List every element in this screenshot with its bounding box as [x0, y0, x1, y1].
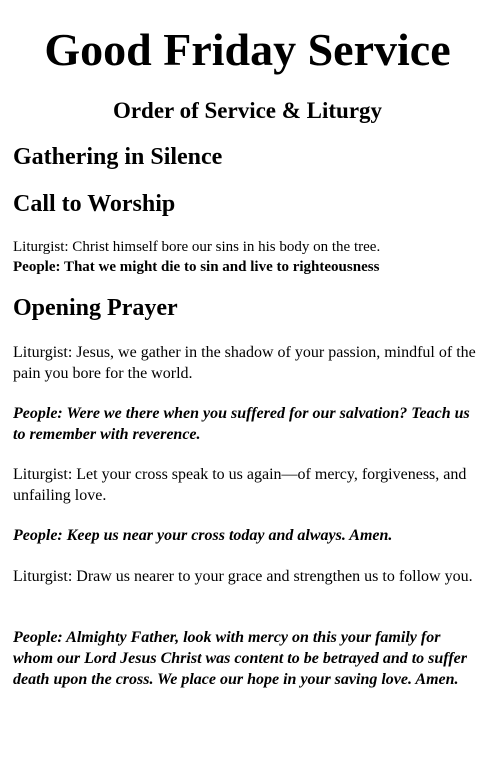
prayer-people-line-3: People: Almighty Father, look with mercy on this your family for whom our Lord Jesus Christ was content to be betrayed and to suffer death upon the cross. We place our hope in your saving love. Amen. — [13, 629, 467, 688]
page-title: Good Friday Service — [44, 24, 451, 75]
heading-call-to-worship: Call to Worship — [13, 191, 176, 217]
prayer-people-line-1: People: Were we there when you suffered for our salvation? Teach us to remember with reverence. — [13, 405, 470, 443]
heading-gathering: Gathering in Silence — [13, 144, 223, 170]
call-people-line: People: That we might die to sin and live to righteousness — [13, 259, 380, 275]
call-liturgist-line: Liturgist: Christ himself bore our sins in his body on the tree. — [13, 239, 381, 255]
page-subtitle: Order of Service & Liturgy — [112, 98, 383, 123]
prayer-liturgist-line-3: Liturgist: Draw us nearer to your grace and strengthen us to follow you. — [13, 568, 473, 585]
prayer-people-line-2: People: Keep us near your cross today and always. Amen. — [13, 527, 393, 544]
prayer-liturgist-line-2: Liturgist: Let your cross speak to us again—of mercy, forgiveness, and unfailing love. — [13, 466, 467, 504]
heading-opening-prayer: Opening Prayer — [13, 295, 178, 321]
prayer-liturgist-line-1: Liturgist: Jesus, we gather in the shadow of your passion, mindful of the pain you bore for the world. — [13, 344, 476, 382]
